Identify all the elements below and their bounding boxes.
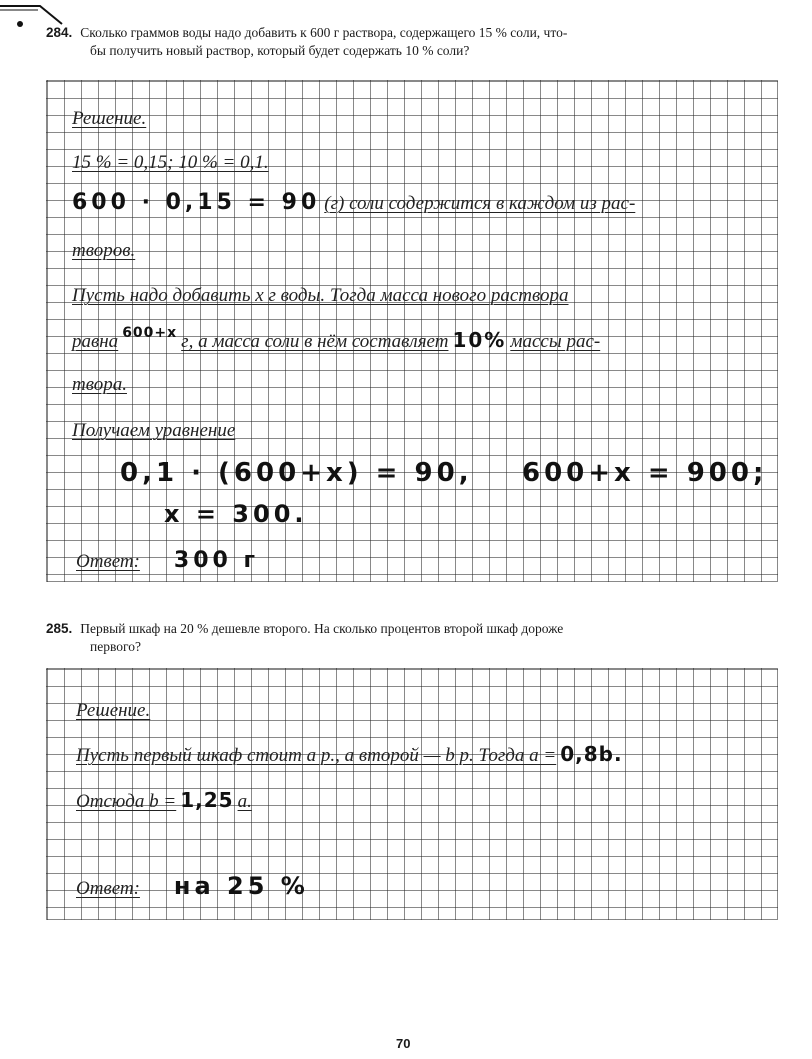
task-285-question-line2: первого? bbox=[90, 639, 141, 654]
task-285-hence-hand: 1,25 bbox=[180, 788, 234, 812]
task-284-mass-hand: 600+x bbox=[122, 325, 178, 341]
task-285-answer-label: Ответ: bbox=[76, 878, 140, 899]
task-284-percent-hand: 10% bbox=[452, 328, 507, 352]
task-285-number: 285. bbox=[46, 621, 73, 636]
task-284-mass-prefix: равна bbox=[72, 331, 119, 352]
task-284-let-line: Пусть надо добавить x г воды. Тогда масса нового раствора bbox=[72, 285, 569, 306]
task-284-eq2-hand: 600+x = 900; bbox=[522, 458, 768, 488]
task-284-mass-line bbox=[72, 325, 601, 353]
task-284-conversion: 15 % = 0,15; 10 % = 0,1. bbox=[72, 152, 269, 173]
task-284-eq1-hand: 0,1 · (600+x) = 90, bbox=[120, 458, 473, 488]
task-284-answer-line bbox=[76, 548, 259, 573]
task-284-answer-hand: 300 г bbox=[173, 548, 259, 573]
task-284-mass-cont: твора. bbox=[72, 374, 127, 395]
task-285-question bbox=[46, 620, 786, 656]
task-285-hence-suffix: a. bbox=[237, 791, 252, 812]
task-284-calc-line bbox=[72, 190, 635, 215]
task-284-eq3-hand: x = 300. bbox=[164, 500, 308, 528]
task-284-question-line1: Сколько граммов воды надо добавить к 600 г раствора, содержащего 15 % соли, что- bbox=[80, 25, 568, 40]
task-284-number: 284. bbox=[46, 25, 73, 40]
task-285-let-text: Пусть первый шкаф стоит a р., а второй — b р. Тогда a = bbox=[76, 745, 557, 766]
task-284-calc-hand: 600 · 0,15 = 90 bbox=[72, 190, 321, 215]
task-284-solution-label: Решение. bbox=[72, 108, 147, 129]
task-285-hence-prefix: Отсюда b = bbox=[76, 791, 177, 812]
task-284-equation-label: Получаем уравнение bbox=[72, 420, 236, 441]
task-284-question-line2: бы получить новый раствор, который будет содержать 10 % соли? bbox=[90, 43, 470, 58]
task-285-answer-hand: на 25 % bbox=[173, 872, 309, 900]
page-number: 70 bbox=[396, 1036, 411, 1051]
task-285-hence-line bbox=[76, 788, 252, 813]
task-284-answer-label: Ответ: bbox=[76, 551, 140, 572]
task-284-question bbox=[46, 24, 786, 60]
task-285-answer-line bbox=[76, 872, 309, 900]
task-285-let-line bbox=[76, 742, 623, 767]
task-284-mass-suffix: массы рас- bbox=[510, 331, 601, 352]
task-284-calc-cont: творов. bbox=[72, 240, 136, 261]
task-285-let-hand: 0,8b. bbox=[560, 742, 623, 766]
task-285-question-line1: Первый шкаф на 20 % дешевле второго. На сколько процентов второй шкаф дороже bbox=[80, 621, 564, 636]
task-284-mass-middle: г, а масса соли в нём составляет bbox=[181, 331, 449, 352]
task-284-calc-text: (г) соли содержится в каждом из рас- bbox=[324, 193, 636, 214]
task-285-solution-label: Решение. bbox=[76, 700, 151, 721]
